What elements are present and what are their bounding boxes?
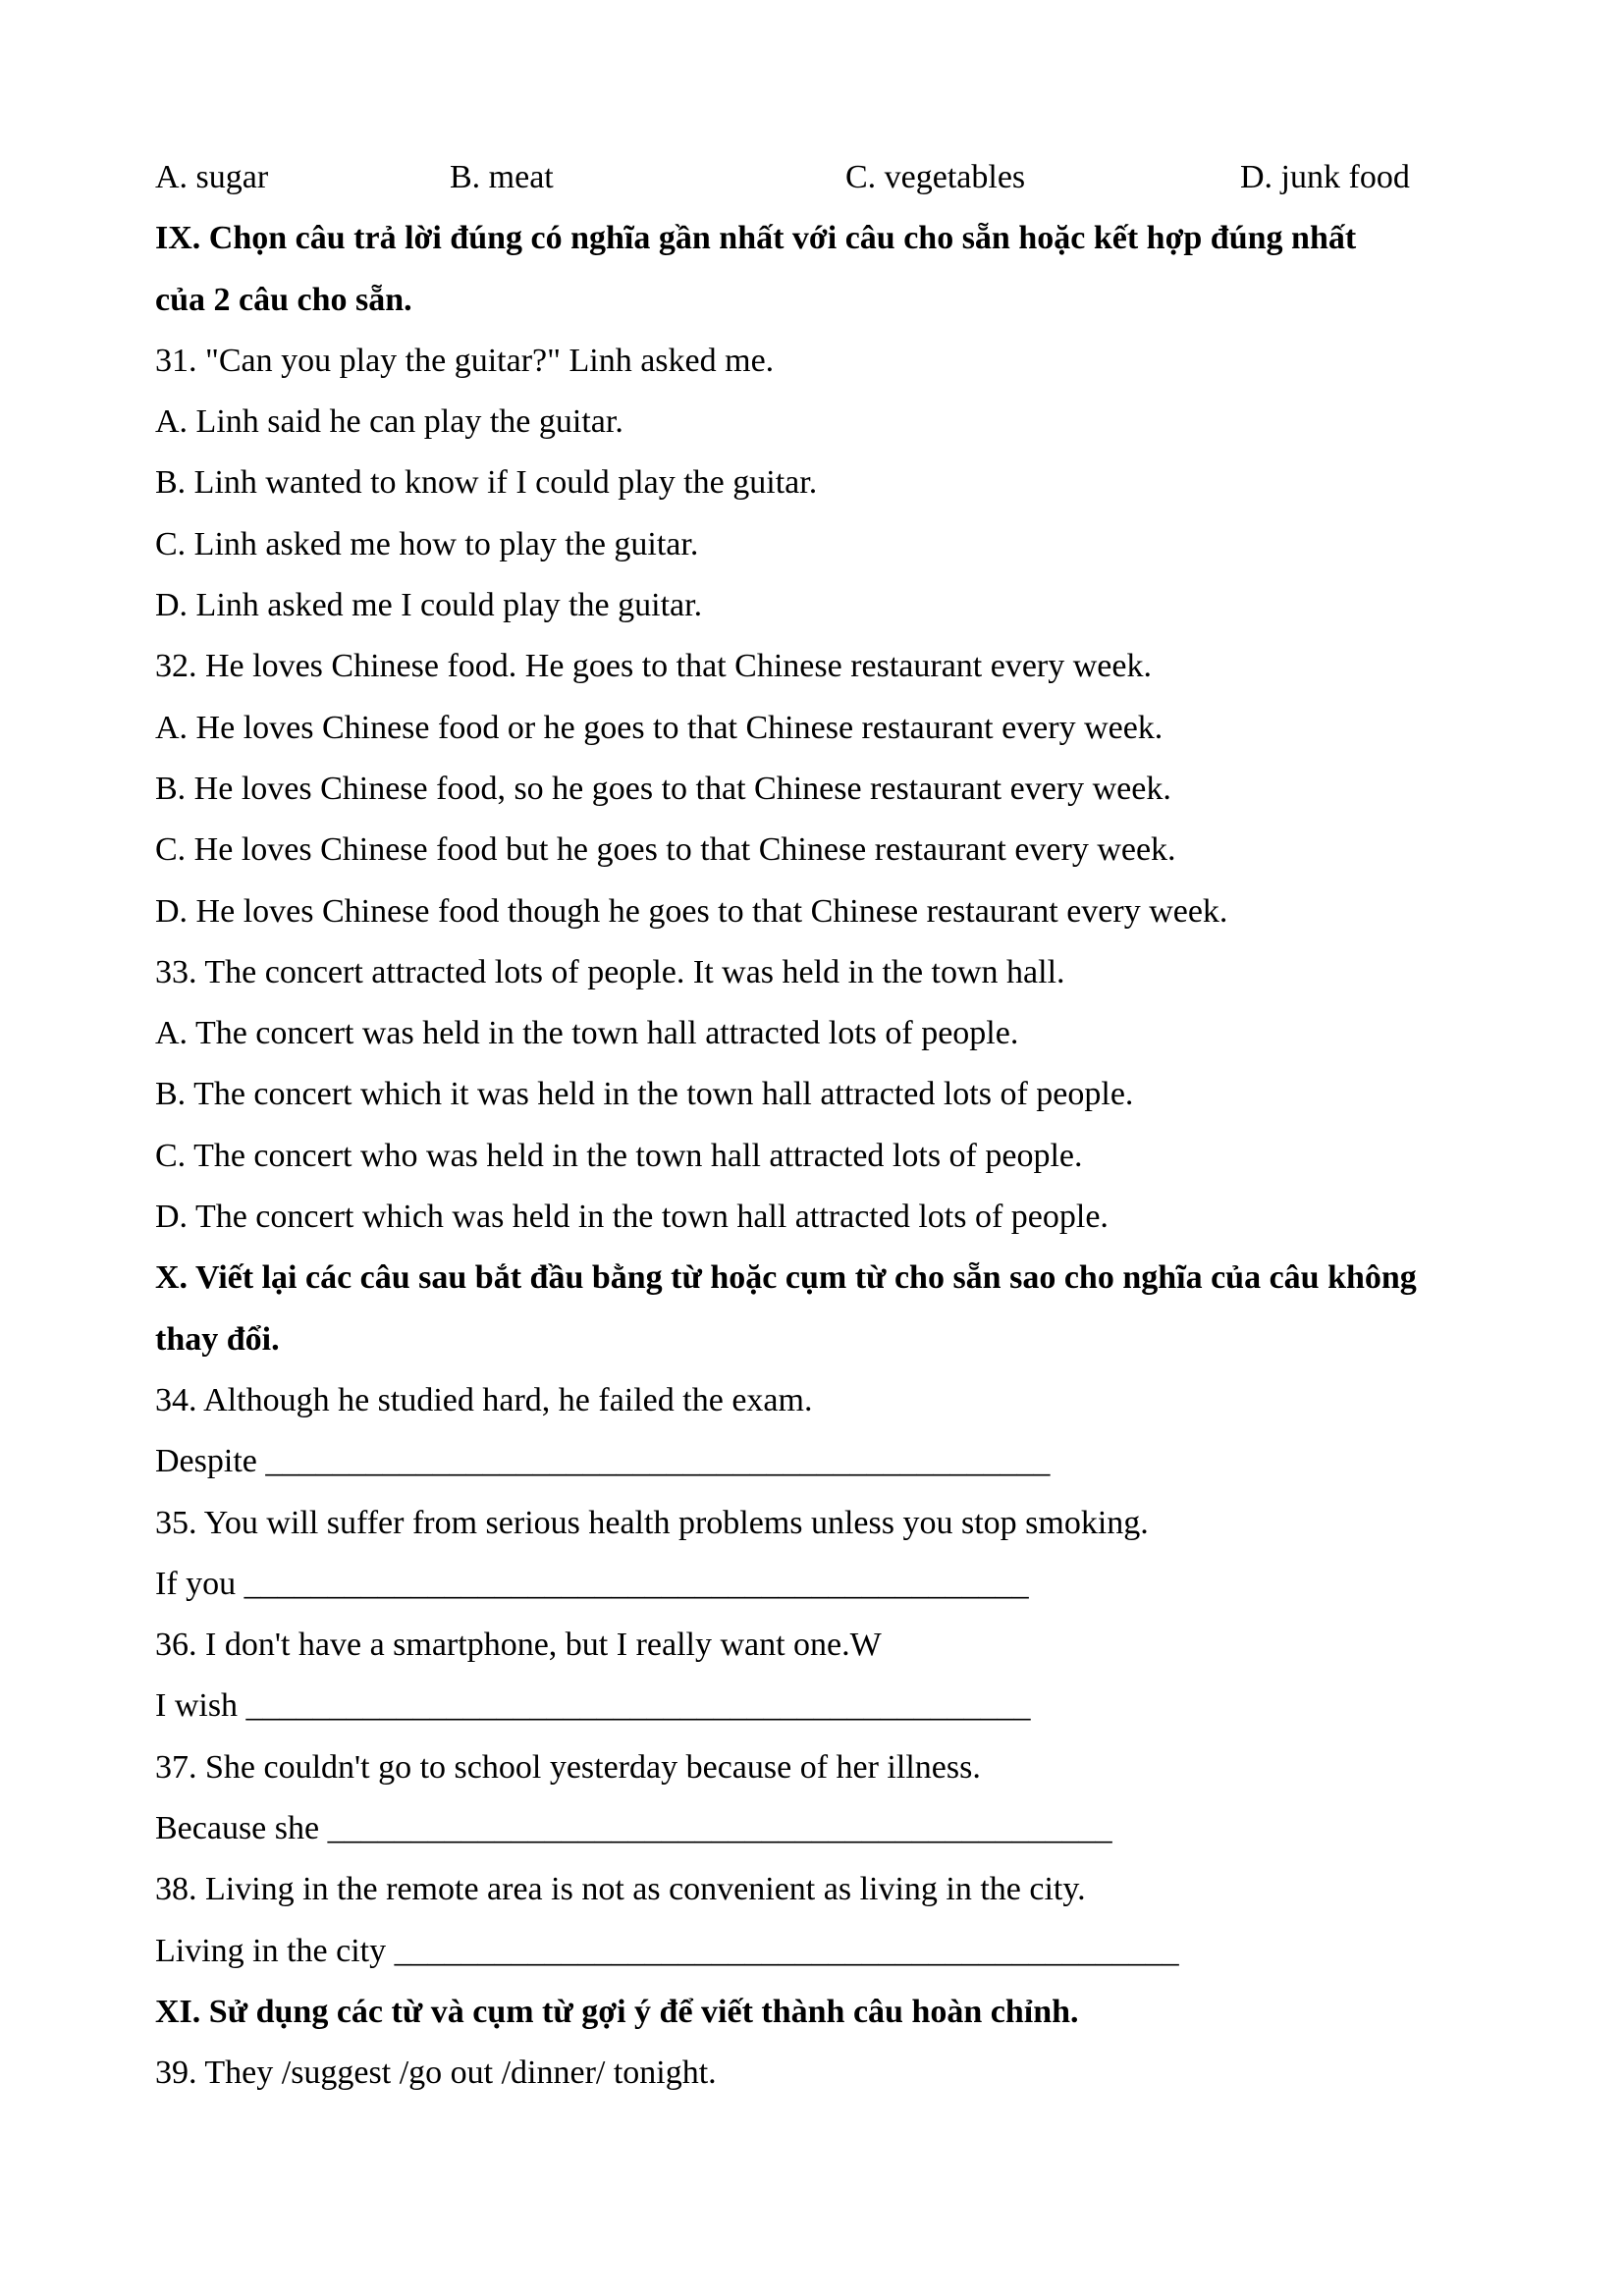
question-stem: 33. The concert attracted lots of people. It was held in the town hall.: [155, 953, 1065, 990]
section-x-heading-cont: thay đổi.: [155, 1320, 280, 1358]
rewrite-stem: 35. You will suffer from serious health problems unless you stop smoking.: [155, 1504, 1149, 1541]
rewrite-answer-line: Living in the city _______________________________________________: [155, 1932, 1179, 1969]
rewrite-stem: 38. Living in the remote area is not as convenient as living in the city.: [155, 1871, 1086, 1908]
option-d: D. junk food: [1240, 159, 1410, 195]
question-option: B. The concert which it was held in the town hall attracted lots of people.: [155, 1076, 1134, 1113]
rewrite-stem: 36. I don't have a smartphone, but I really want one.W: [155, 1627, 882, 1664]
option-a: A. sugar: [155, 159, 269, 195]
question-option: C. The concert who was held in the town hall attracted lots of people.: [155, 1137, 1083, 1174]
question-option: C. Linh asked me how to play the guitar.: [155, 525, 699, 562]
rewrite-stem: 34. Although he studied hard, he failed the exam.: [155, 1381, 813, 1418]
question-option: B. Linh wanted to know if I could play the guitar.: [155, 464, 818, 502]
section-xi-heading: XI. Sử dụng các từ và cụm từ gợi ý để viết thành câu hoàn chỉnh.: [155, 1993, 1079, 2030]
question-option: B. He loves Chinese food, so he goes to that Chinese restaurant every week.: [155, 770, 1171, 807]
question-option: D. The concert which was held in the town hall attracted lots of people.: [155, 1199, 1109, 1236]
question-option: A. Linh said he can play the guitar.: [155, 403, 623, 441]
question-option: A. The concert was held in the town hall attracted lots of people.: [155, 1015, 1019, 1052]
question-stem: 31. "Can you play the guitar?" Linh asked me.: [155, 342, 775, 379]
question-stem: 32. He loves Chinese food. He goes to that Chinese restaurant every week.: [155, 648, 1152, 685]
rewrite-stem: 37. She couldn't go to school yesterday because of her illness.: [155, 1748, 981, 1786]
section-x-heading: X. Viết lại các câu sau bắt đầu bằng từ hoặc cụm từ cho sẵn sao cho nghĩa của câu không: [155, 1259, 1417, 1297]
section-ix-heading: IX. Chọn câu trả lời đúng có nghĩa gần nhất với câu cho sẵn hoặc kết hợp đúng nhất: [155, 220, 1357, 257]
sentence-building-item: 39. They /suggest /go out /dinner/ tonight.: [155, 2055, 717, 2092]
option-c: C. vegetables: [845, 159, 1026, 195]
question-option: C. He loves Chinese food but he goes to that Chinese restaurant every week.: [155, 831, 1176, 869]
question-option: D. Linh asked me I could play the guitar.: [155, 587, 703, 624]
section-ix-heading-cont: của 2 câu cho sẵn.: [155, 281, 412, 318]
rewrite-answer-line: I wish _______________________________________________: [155, 1687, 1031, 1725]
question-option: A. He loves Chinese food or he goes to that Chinese restaurant every week.: [155, 709, 1164, 746]
option-b: B. meat: [450, 159, 554, 195]
answer-options-row: [155, 147, 1481, 208]
rewrite-answer-line: Because she _______________________________________________: [155, 1810, 1112, 1847]
rewrite-answer-line: If you _______________________________________________: [155, 1565, 1029, 1602]
rewrite-answer-line: Despite _______________________________________________: [155, 1443, 1051, 1480]
page-content: [155, 147, 1481, 2105]
question-option: D. He loves Chinese food though he goes to that Chinese restaurant every week.: [155, 892, 1228, 930]
